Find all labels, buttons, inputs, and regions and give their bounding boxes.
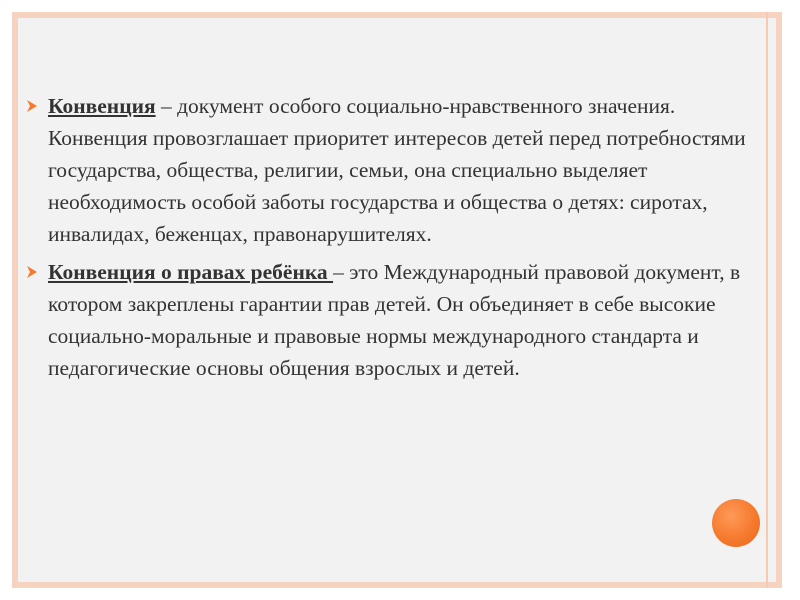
- bullet-paragraph-convention: [24, 90, 759, 250]
- right-divider-line: [766, 12, 768, 588]
- orange-bullet-icon: [24, 90, 40, 122]
- orange-bullet-icon: [24, 256, 40, 288]
- term-child-rights-convention: Конвенция о правах ребёнка: [48, 260, 334, 284]
- term-convention: Конвенция: [48, 94, 156, 118]
- bullet-paragraph-child-rights: [24, 256, 759, 384]
- slide-body: [24, 90, 759, 390]
- orange-circle-decoration: [712, 499, 760, 547]
- definition-child-rights-convention: – это Международный правовой документ, в котором закреплены гарантии прав детей. Он объединяет в себе высокие социально-моральные и правовые нормы международного стандарта и педагогические основы общения взрослых и детей.: [48, 260, 741, 380]
- definition-convention: – документ особого социально-нравственного значения. Конвенция провозглашает приоритет интересов детей перед потребностями государства, общества, религии, семьи, она специально выделяет необходимость особой заботы государства и общества о детях: сиротах, инвалидах, беженцах, правонарушителях.: [48, 94, 746, 246]
